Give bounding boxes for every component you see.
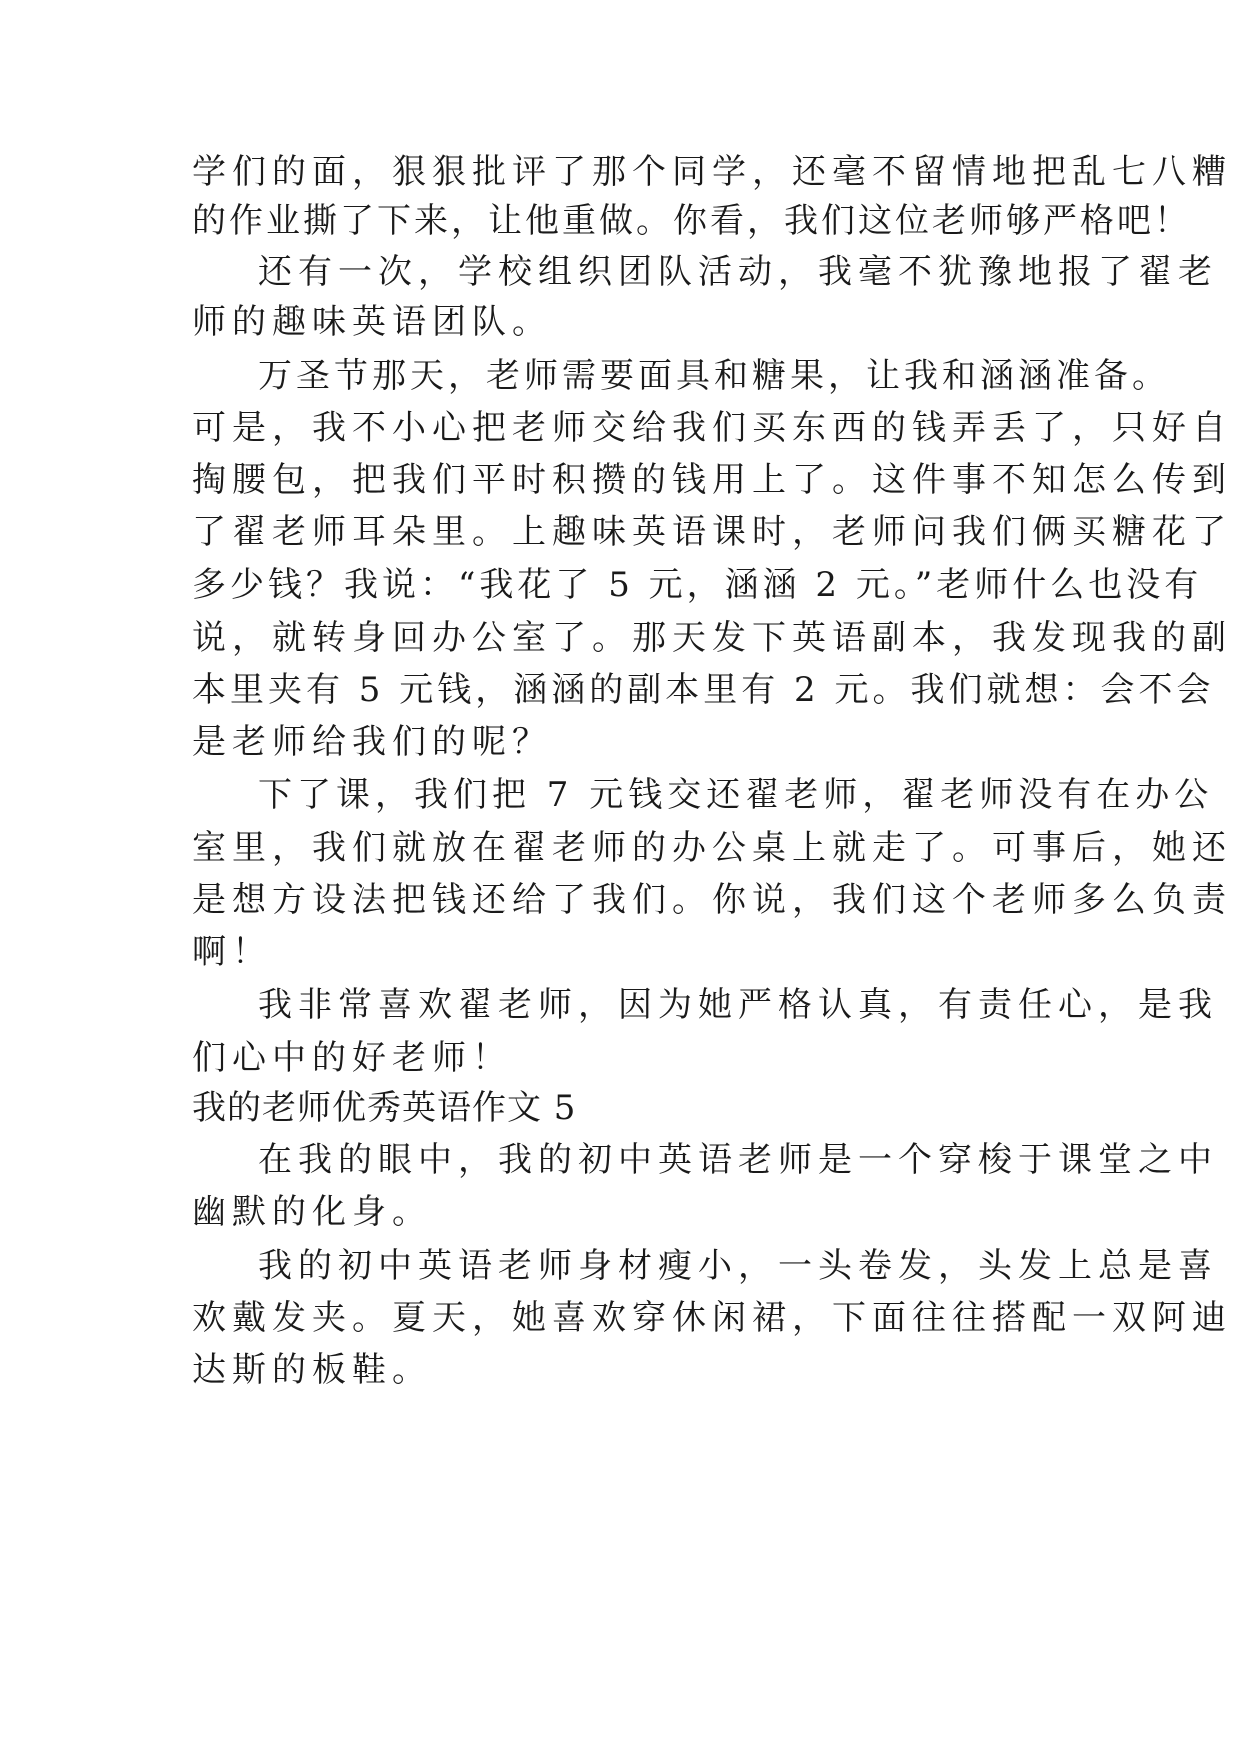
text-line-24: 达斯的板鞋。 <box>192 1350 432 1390</box>
text-line-4: 师的趣味英语团队。 <box>192 302 552 342</box>
text-line-18: 们心中的好老师！ <box>192 1038 512 1078</box>
text-line-10: 说，就转身回办公室了。那天发下英语副本，我发现我的副 <box>192 618 1232 658</box>
text-line-5: 万圣节那天，老师需要面具和糖果，让我和涵涵准备。 <box>258 356 1170 396</box>
text-line-8: 了翟老师耳朵里。上趣味英语课时，老师问我们俩买糖花了 <box>192 512 1232 552</box>
text-line-16: 啊！ <box>192 932 272 972</box>
text-line-14: 室里，我们就放在翟老师的办公桌上就走了。可事后，她还 <box>192 828 1232 868</box>
text-line-2: 的作业撕了下来，让他重做。你看，我们这位老师够严格吧！ <box>192 201 1191 241</box>
text-line-12: 是老师给我们的呢？ <box>192 722 552 762</box>
text-line-21: 幽默的化身。 <box>192 1192 432 1232</box>
text-line-6: 可是，我不小心把老师交给我们买东西的钱弄丢了，只好自 <box>192 408 1232 448</box>
text-line-1: 学们的面，狠狠批评了那个同学，还毫不留情地把乱七八糟 <box>192 152 1232 192</box>
text-line-3: 还有一次，学校组织团队活动，我毫不犹豫地报了翟老 <box>258 252 1218 292</box>
text-line-22: 我的初中英语老师身材瘦小，一头卷发，头发上总是喜 <box>258 1246 1218 1286</box>
text-line-17: 我非常喜欢翟老师，因为她严格认真，有责任心，是我 <box>258 985 1218 1025</box>
text-line-9: 多少钱？我说：“我花了 5 元，涵涵 2 元。”老师什么也没有 <box>192 565 1203 605</box>
section-heading: 我的老师优秀英语作文 5 <box>192 1088 577 1128</box>
text-line-7: 掏腰包，把我们平时积攒的钱用上了。这件事不知怎么传到 <box>192 460 1232 500</box>
text-line-13: 下了课，我们把 7 元钱交还翟老师，翟老师没有在办公 <box>258 775 1214 815</box>
text-line-11: 本里夹有 5 元钱，涵涵的副本里有 2 元。我们就想：会不会 <box>192 670 1215 710</box>
text-line-20: 在我的眼中，我的初中英语老师是一个穿梭于课堂之中 <box>258 1140 1218 1180</box>
text-line-23: 欢戴发夹。夏天，她喜欢穿休闲裙，下面往往搭配一双阿迪 <box>192 1298 1232 1338</box>
text-line-15: 是想方设法把钱还给了我们。你说，我们这个老师多么负责 <box>192 880 1232 920</box>
